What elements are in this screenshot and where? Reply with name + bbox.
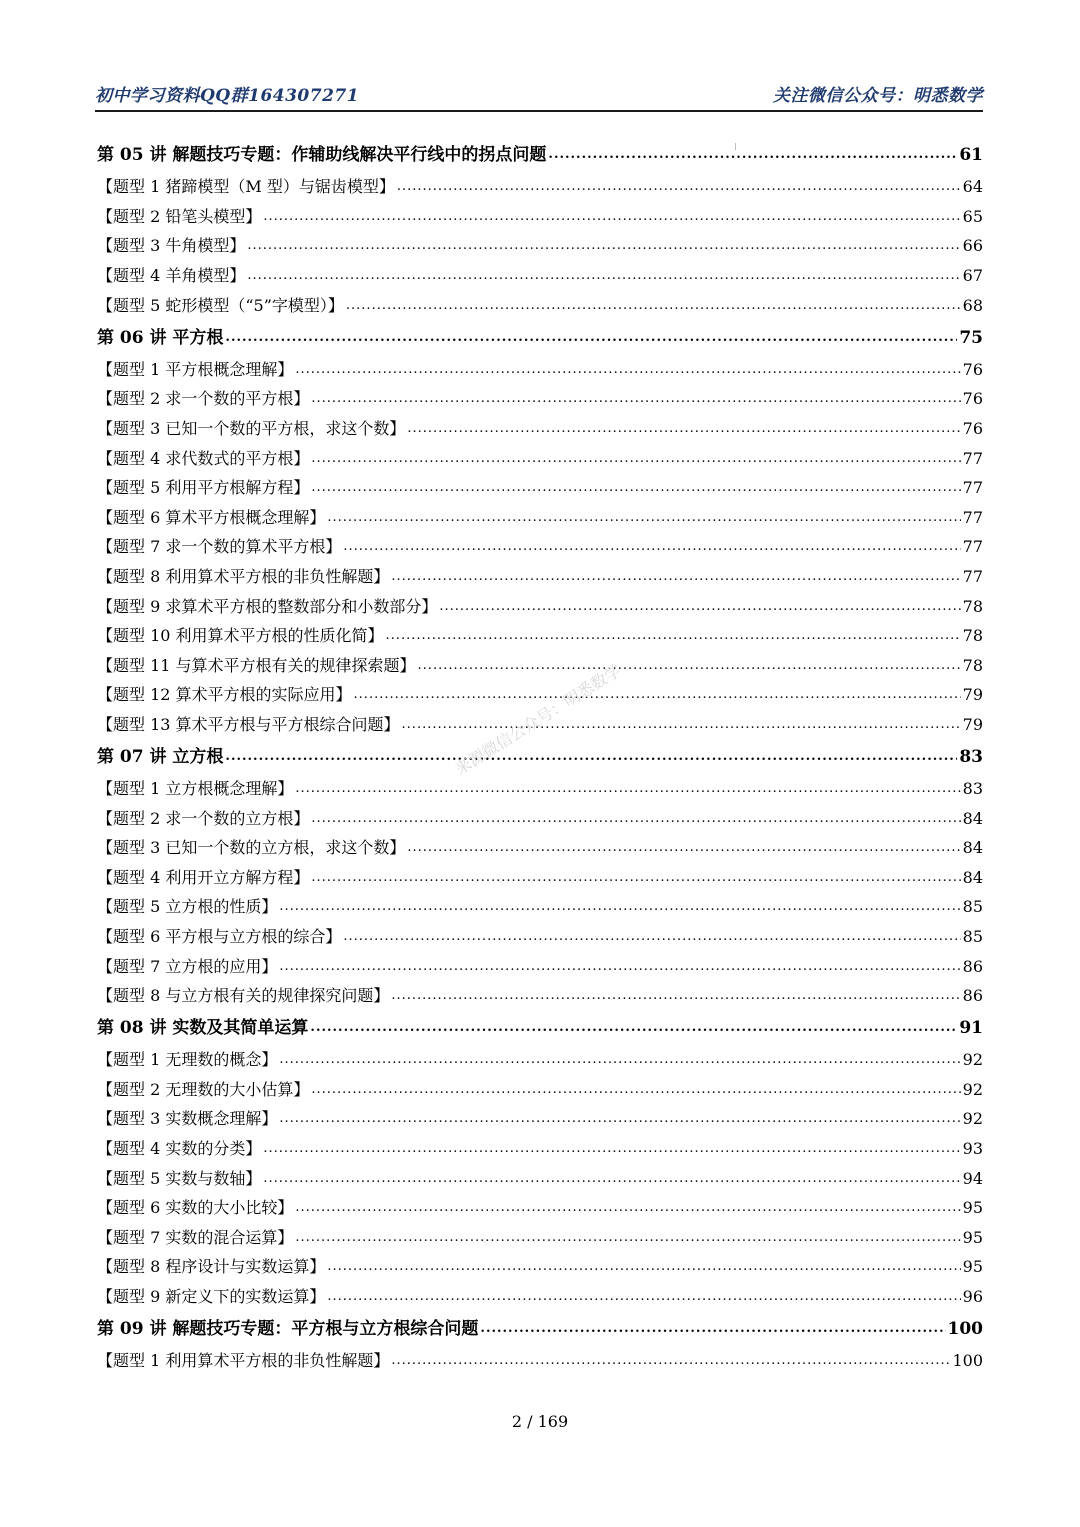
toc-entry-title: 【题型 6 算术平方根概念理解】 <box>97 507 326 527</box>
toc-leader-dots <box>311 388 960 410</box>
toc-item-entry[interactable] <box>97 533 983 563</box>
toc-page-number: 64 <box>962 177 983 197</box>
toc-page-number: 100 <box>952 1351 983 1371</box>
toc-page-number: 78 <box>962 655 983 675</box>
toc-item-entry[interactable] <box>97 863 983 893</box>
toc-lecture-entry[interactable] <box>97 1011 983 1046</box>
toc-leader-dots <box>263 1168 960 1190</box>
toc-entry-title: 【题型 7 实数的混合运算】 <box>97 1227 294 1247</box>
toc-leader-dots <box>279 1049 960 1071</box>
toc-leader-dots <box>263 206 960 228</box>
toc-entry-title: 【题型 12 算术平方根的实际应用】 <box>97 685 352 705</box>
toc-leader-dots <box>327 1256 960 1278</box>
toc-leader-dots <box>354 684 961 706</box>
toc-item-entry[interactable] <box>97 774 983 804</box>
toc-entry-title: 第 09 讲 解题技巧专题：平方根与立方根综合问题 <box>97 1319 479 1340</box>
toc-page-number: 66 <box>962 236 983 256</box>
toc-item-entry[interactable] <box>97 893 983 923</box>
toc-item-entry[interactable] <box>97 1346 983 1376</box>
toc-entry-title: 第 07 讲 立方根 <box>97 746 224 767</box>
toc-item-entry[interactable] <box>97 503 983 533</box>
toc-lecture-entry[interactable] <box>97 138 983 173</box>
toc-leader-dots <box>346 295 961 317</box>
toc-page-number: 92 <box>962 1079 983 1099</box>
toc-leader-dots <box>391 566 960 588</box>
toc-leader-dots <box>279 956 960 978</box>
toc-entry-title: 【题型 7 立方根的应用】 <box>97 956 278 976</box>
toc-entry-title: 【题型 8 利用算术平方根的非负性解题】 <box>97 566 390 586</box>
toc-page-number: 77 <box>962 566 983 586</box>
toc-leader-dots <box>311 1079 960 1101</box>
toc-item-entry[interactable] <box>97 385 983 415</box>
toc-page-number: 84 <box>962 867 983 887</box>
toc-leader-dots <box>295 1227 960 1249</box>
toc-page-number: 77 <box>962 537 983 557</box>
toc-leader-dots <box>391 1350 950 1372</box>
table-of-contents <box>97 138 983 1376</box>
toc-page-number: 95 <box>962 1198 983 1218</box>
toc-leader-dots <box>310 1017 957 1039</box>
toc-item-entry[interactable] <box>97 261 983 291</box>
toc-item-entry[interactable] <box>97 981 983 1011</box>
toc-leader-dots <box>327 1286 960 1308</box>
toc-leader-dots <box>407 837 960 859</box>
toc-entry-title: 【题型 9 新定义下的实数运算】 <box>97 1286 326 1306</box>
toc-lecture-entry[interactable] <box>97 320 983 355</box>
toc-item-entry[interactable] <box>97 952 983 982</box>
toc-page-number: 96 <box>962 1286 983 1306</box>
toc-entry-title: 【题型 8 程序设计与实数运算】 <box>97 1257 326 1277</box>
toc-item-entry[interactable] <box>97 1253 983 1283</box>
toc-page-number: 92 <box>962 1050 983 1070</box>
page-header <box>95 78 983 108</box>
toc-item-entry[interactable] <box>97 562 983 592</box>
toc-page-number: 76 <box>962 389 983 409</box>
toc-entry-title: 【题型 7 求一个数的算术平方根】 <box>97 537 342 557</box>
toc-item-entry[interactable] <box>97 1193 983 1223</box>
toc-entry-title: 【题型 1 无理数的概念】 <box>97 1050 278 1070</box>
toc-entry-title: 【题型 13 算术平方根与平方根综合问题】 <box>97 714 400 734</box>
toc-entry-title: 【题型 1 立方根概念理解】 <box>97 778 294 798</box>
toc-item-entry[interactable] <box>97 804 983 834</box>
toc-page-number: 78 <box>962 596 983 616</box>
toc-entry-title: 【题型 1 猪蹄模型（M 型）与锯齿模型】 <box>97 177 395 197</box>
toc-leader-dots <box>311 808 960 830</box>
toc-page-number: 95 <box>962 1257 983 1277</box>
toc-leader-dots <box>311 477 960 499</box>
toc-leader-dots <box>343 926 960 948</box>
toc-entry-title: 【题型 2 求一个数的平方根】 <box>97 389 310 409</box>
toc-page-number: 100 <box>947 1319 983 1340</box>
toc-page-number: 79 <box>962 714 983 734</box>
toc-item-entry[interactable] <box>97 473 983 503</box>
toc-entry-title: 【题型 1 利用算术平方根的非负性解题】 <box>97 1351 390 1371</box>
toc-page-number: 78 <box>962 626 983 646</box>
toc-leader-dots <box>343 536 960 558</box>
toc-page-number: 93 <box>962 1139 983 1159</box>
toc-entry-title: 【题型 10 利用算术平方根的性质化简】 <box>97 626 384 646</box>
toc-item-entry[interactable] <box>97 414 983 444</box>
toc-leader-dots <box>397 176 961 198</box>
toc-entry-title: 第 06 讲 平方根 <box>97 327 224 348</box>
toc-entry-title: 【题型 4 求代数式的平方根】 <box>97 448 310 468</box>
toc-leader-dots <box>295 778 960 800</box>
toc-item-entry[interactable] <box>97 202 983 232</box>
toc-item-entry[interactable] <box>97 232 983 262</box>
toc-entry-title: 【题型 6 实数的大小比较】 <box>97 1198 294 1218</box>
toc-item-entry[interactable] <box>97 1105 983 1135</box>
toc-item-entry[interactable] <box>97 1075 983 1105</box>
toc-page-number: 61 <box>959 145 983 166</box>
toc-lecture-entry[interactable] <box>97 740 983 775</box>
toc-leader-dots <box>311 867 960 889</box>
toc-item-entry[interactable] <box>97 1134 983 1164</box>
toc-item-entry[interactable] <box>97 173 983 203</box>
toc-lecture-entry[interactable] <box>97 1312 983 1347</box>
toc-page-number: 85 <box>962 897 983 917</box>
toc-leader-dots <box>225 327 957 349</box>
header-left-text: 初中学习资料QQ群164307271 <box>95 85 360 106</box>
toc-item-entry[interactable] <box>97 651 983 681</box>
toc-page-number: 92 <box>962 1109 983 1129</box>
toc-entry-title: 【题型 3 牛角模型】 <box>97 236 246 256</box>
toc-entry-title: 【题型 4 羊角模型】 <box>97 266 246 286</box>
toc-entry-title: 【题型 11 与算术平方根有关的规律探索题】 <box>97 655 416 675</box>
toc-leader-dots <box>391 985 960 1007</box>
toc-page-number: 75 <box>959 327 983 348</box>
toc-leader-dots <box>407 418 960 440</box>
toc-leader-dots <box>480 1318 945 1340</box>
toc-entry-title: 【题型 5 立方根的性质】 <box>97 897 278 917</box>
header-right-text: 关注微信公众号：明悉数学 <box>773 85 983 106</box>
toc-page-number: 79 <box>962 685 983 705</box>
toc-entry-title: 【题型 3 已知一个数的平方根，求这个数】 <box>97 418 406 438</box>
toc-page-number: 68 <box>962 295 983 315</box>
toc-leader-dots <box>402 714 961 736</box>
toc-item-entry[interactable] <box>97 621 983 651</box>
toc-item-entry[interactable] <box>97 1282 983 1312</box>
toc-leader-dots <box>311 448 960 470</box>
toc-entry-title: 【题型 5 实数与数轴】 <box>97 1168 262 1188</box>
toc-item-entry[interactable] <box>97 291 983 321</box>
toc-entry-title: 【题型 9 求算术平方根的整数部分和小数部分】 <box>97 596 438 616</box>
toc-item-entry[interactable] <box>97 355 983 385</box>
toc-page-number: 77 <box>962 448 983 468</box>
toc-page-number: 76 <box>962 418 983 438</box>
toc-entry-title: 【题型 2 无理数的大小估算】 <box>97 1079 310 1099</box>
toc-entry-title: 【题型 8 与立方根有关的规律探究问题】 <box>97 986 390 1006</box>
page-number: 2 / 169 <box>511 1412 569 1431</box>
toc-leader-dots <box>247 235 960 257</box>
toc-entry-title: 第 05 讲 解题技巧专题：作辅助线解决平行线中的拐点问题 <box>97 145 547 166</box>
toc-page-number: 76 <box>962 359 983 379</box>
toc-leader-dots <box>263 1138 960 1160</box>
toc-entry-title: 【题型 1 平方根概念理解】 <box>97 359 294 379</box>
toc-item-entry[interactable] <box>97 922 983 952</box>
toc-item-entry[interactable] <box>97 1164 983 1194</box>
toc-leader-dots <box>327 507 960 529</box>
toc-item-entry[interactable] <box>97 1045 983 1075</box>
toc-page-number: 91 <box>959 1018 983 1039</box>
toc-page-number: 86 <box>962 986 983 1006</box>
toc-entry-title: 【题型 2 求一个数的立方根】 <box>97 808 310 828</box>
toc-page-number: 84 <box>962 808 983 828</box>
toc-page-number: 84 <box>962 838 983 858</box>
toc-page-number: 85 <box>962 926 983 946</box>
toc-leader-dots <box>295 359 960 381</box>
toc-page-number: 95 <box>962 1227 983 1247</box>
toc-page-number: 83 <box>959 746 983 767</box>
toc-leader-dots <box>279 896 960 918</box>
toc-leader-dots <box>247 265 960 287</box>
toc-page-number: 67 <box>962 266 983 286</box>
toc-page-number: 94 <box>962 1168 983 1188</box>
toc-page-number: 83 <box>962 778 983 798</box>
toc-leader-dots <box>386 625 961 647</box>
toc-leader-dots <box>279 1108 960 1130</box>
toc-entry-title: 【题型 5 利用平方根解方程】 <box>97 478 310 498</box>
toc-item-entry[interactable] <box>97 444 983 474</box>
toc-leader-dots <box>418 655 961 677</box>
header-rule <box>95 110 983 112</box>
toc-leader-dots <box>295 1197 960 1219</box>
toc-entry-title: 【题型 4 利用开立方解方程】 <box>97 867 310 887</box>
toc-page-number: 77 <box>962 507 983 527</box>
toc-item-entry[interactable] <box>97 1223 983 1253</box>
toc-leader-dots <box>439 596 960 618</box>
toc-entry-title: 【题型 3 实数概念理解】 <box>97 1109 278 1129</box>
toc-page-number: 65 <box>962 206 983 226</box>
toc-entry-title: 第 08 讲 实数及其简单运算 <box>97 1018 309 1039</box>
toc-entry-title: 【题型 5 蛇形模型（“5”字模型）】 <box>97 295 344 315</box>
toc-item-entry[interactable] <box>97 592 983 622</box>
toc-page-number: 86 <box>962 956 983 976</box>
toc-entry-title: 【题型 2 铅笔头模型】 <box>97 206 262 226</box>
toc-entry-title: 【题型 4 实数的分类】 <box>97 1139 262 1159</box>
toc-item-entry[interactable] <box>97 833 983 863</box>
toc-entry-title: 【题型 6 平方根与立方根的综合】 <box>97 926 342 946</box>
watermark: 来源微信公众号：明悉数学 <box>451 660 625 779</box>
toc-leader-dots <box>548 144 957 166</box>
toc-entry-title: 【题型 3 已知一个数的立方根，求这个数】 <box>97 838 406 858</box>
toc-leader-dots <box>225 746 957 768</box>
toc-page-number: 77 <box>962 478 983 498</box>
